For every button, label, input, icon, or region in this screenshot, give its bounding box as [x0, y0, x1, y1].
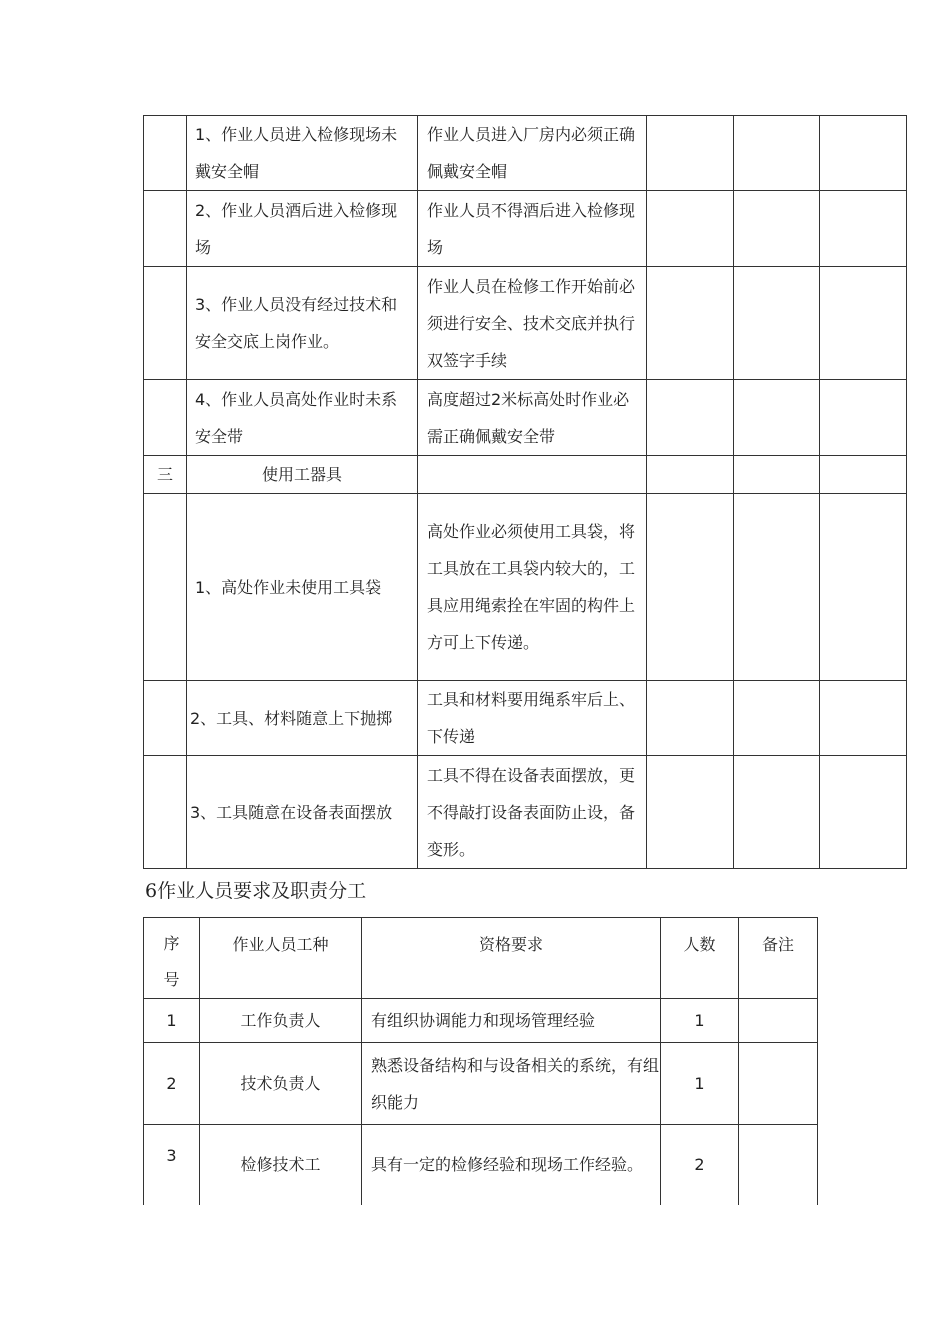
header-no — [144, 918, 200, 999]
table-row — [144, 380, 907, 456]
risk-item: 1、作业人员进入检修现场未戴安全帽 — [187, 116, 418, 191]
empty-cell — [734, 191, 820, 267]
control-measure: 作业人员不得酒后进入检修现场 — [418, 191, 647, 267]
control-measure: 高处作业必须使用工具袋，将工具放在工具袋内较大的，工具应用绳索拴在牢固的构件上方可上下传递。 — [418, 494, 647, 681]
section-title: 使用工器具 — [187, 456, 418, 494]
empty-cell — [647, 116, 734, 191]
empty-cell — [734, 681, 820, 756]
control-measure: 作业人员在检修工作开始前必须进行安全、技术交底并执行双签字手续 — [418, 267, 647, 380]
empty-cell — [734, 456, 820, 494]
row-number: 1 — [144, 999, 200, 1043]
empty-cell — [734, 116, 820, 191]
staff-count: 1 — [661, 999, 739, 1043]
empty-cell — [647, 191, 734, 267]
row-number — [144, 380, 187, 456]
empty-cell — [820, 380, 907, 456]
empty-cell — [647, 681, 734, 756]
staff-count: 1 — [661, 1043, 739, 1125]
row-number — [144, 116, 187, 191]
row-number — [144, 494, 187, 681]
staff-requirement: 熟悉设备结构和与设备相关的系统，有组织能力 — [362, 1043, 661, 1125]
empty-cell — [647, 380, 734, 456]
control-measure: 作业人员进入厂房内必须正确佩戴安全帽 — [418, 116, 647, 191]
risk-measures-table — [143, 115, 907, 869]
risk-item: 1、高处作业未使用工具袋 — [187, 494, 418, 681]
table-row — [144, 999, 818, 1043]
section-number: 三 — [144, 456, 187, 494]
empty-cell — [647, 456, 734, 494]
empty-cell — [734, 380, 820, 456]
staff-requirements-table — [143, 917, 818, 1205]
empty-cell — [820, 267, 907, 380]
table-row — [144, 1043, 818, 1125]
header-type: 作业人员工种 — [200, 918, 362, 999]
row-number: 2 — [144, 1043, 200, 1125]
row-number — [144, 191, 187, 267]
table-row — [144, 494, 907, 681]
risk-item: 2、工具、材料随意上下抛掷 — [187, 681, 418, 756]
empty-cell — [647, 494, 734, 681]
staff-type: 工作负责人 — [200, 999, 362, 1043]
row-number — [144, 267, 187, 380]
risk-item: 2、作业人员酒后进入检修现场 — [187, 191, 418, 267]
staff-note — [739, 1125, 818, 1205]
empty-cell — [734, 267, 820, 380]
empty-cell — [820, 116, 907, 191]
table-row-section — [144, 456, 907, 494]
row-number — [144, 681, 187, 756]
table-row — [144, 1125, 818, 1205]
staff-type: 检修技术工 — [200, 1125, 362, 1205]
empty-cell — [820, 191, 907, 267]
table-header-row — [144, 918, 818, 999]
header-count: 人数 — [661, 918, 739, 999]
section-heading: 6作业人员要求及职责分工 — [145, 880, 367, 902]
staff-type: 技术负责人 — [200, 1043, 362, 1125]
table-row — [144, 756, 907, 869]
row-number: 3 — [144, 1125, 200, 1205]
table-row — [144, 191, 907, 267]
header-requirements: 资格要求 — [362, 918, 661, 999]
header-no-label: 序号 — [163, 934, 180, 989]
table-row — [144, 681, 907, 756]
control-measure — [418, 456, 647, 494]
risk-item: 4、作业人员高处作业时未系安全带 — [187, 380, 418, 456]
table-row — [144, 116, 907, 191]
table-row — [144, 267, 907, 380]
empty-cell — [820, 456, 907, 494]
control-measure: 高度超过2米标高处时作业必需正确佩戴安全带 — [418, 380, 647, 456]
staff-note — [739, 999, 818, 1043]
empty-cell — [820, 681, 907, 756]
empty-cell — [734, 756, 820, 869]
header-note: 备注 — [739, 918, 818, 999]
staff-requirement: 具有一定的检修经验和现场工作经验。 — [362, 1125, 661, 1205]
empty-cell — [647, 267, 734, 380]
risk-item: 3、作业人员没有经过技术和安全交底上岗作业。 — [187, 267, 418, 380]
control-measure: 工具和材料要用绳系牢后上、下传递 — [418, 681, 647, 756]
row-number — [144, 756, 187, 869]
control-measure: 工具不得在设备表面摆放，更不得敲打设备表面防止设，备变形。 — [418, 756, 647, 869]
empty-cell — [820, 756, 907, 869]
risk-item: 3、工具随意在设备表面摆放 — [187, 756, 418, 869]
staff-count: 2 — [661, 1125, 739, 1205]
empty-cell — [820, 494, 907, 681]
empty-cell — [734, 494, 820, 681]
staff-requirement: 有组织协调能力和现场管理经验 — [362, 999, 661, 1043]
staff-note — [739, 1043, 818, 1125]
empty-cell — [647, 756, 734, 869]
